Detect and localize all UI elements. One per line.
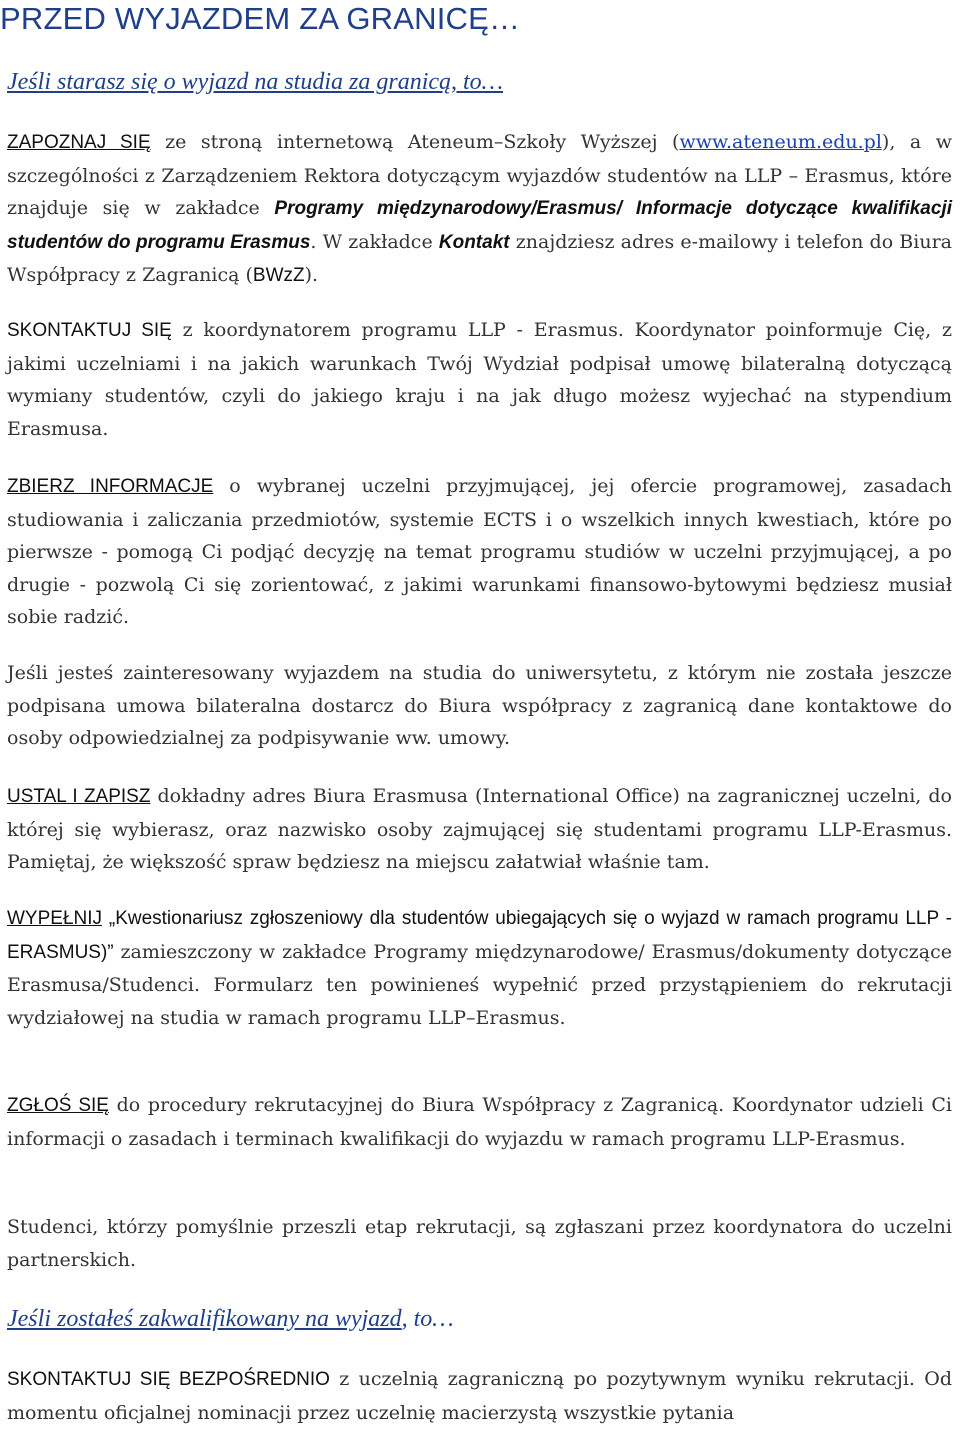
keyword-ustal: USTAL I ZAPISZ bbox=[7, 786, 151, 807]
keyword-bezposrednio: SKONTAKTUJ SIĘ BEZPOŚREDNIO bbox=[7, 1369, 330, 1390]
paragraph-zbierz: ZBIERZ INFORMACJE o wybranej uczelni przyjmującej, jej ofercie programowej, zasadach studiowania i zaliczania przedmiotów, systemie ECTS i o wszelkich innych kwestiach, które po pierwsze - pomogą Ci podjąć decyzję na temat programu studiów w uczelni przyjmującej, a po drugie - pozwolą Ci się zorientować, z jakimi warunkami finansowo-bytowymi będziesz musiał sobie radzić. bbox=[7, 475, 953, 628]
paragraph-zapoznaj: ZAPOZNAJ SIĘ ze stroną internetową Ateneum–Szkoły Wyższej (www.ateneum.edu.pl), a w szczególności z Zarządzeniem Rektora dotyczącym wyjazdów studentów na LLP – Erasmus, które znajduje się w zakładce Programy międzynarodowy/Erasmus/ Informacje dotyczące kwalifikacji studentów do programu Erasmus. W zakładce Kontakt znajdziesz adres e-mailowy i telefon do Biura Współpracy z Zagranicą (BWzZ). bbox=[7, 131, 953, 286]
section-heading-qualified: Jeśli zostałeś zakwalifikowany na wyjazd, to… bbox=[7, 1306, 454, 1332]
paragraph-bezposrednio: SKONTAKTUJ SIĘ BEZPOŚREDNIO z uczelnią zagraniczną po pozytywnym wyniku rekrutacji. Od momentu oficjalnej nominacji przez uczelnię macierzystą wszystkie pytania bbox=[7, 1368, 952, 1424]
section-heading-before-application: Jeśli starasz się o wyjazd na studia za granicą, to… bbox=[7, 69, 504, 95]
paragraph-wypelnij: WYPEŁNIJ „Kwestionariusz zgłoszeniowy dla studentów ubiegających się o wyjazd w ramach programu LLP - ERASMUS)” zamieszczony w zakładce Programy międzynarodowe/ Erasmus/dokumenty dotyczące Erasmusa/Studenci. Formularz ten powinieneś wypełnić przed przystąpieniem do rekrutacji wydziałowej na studia w ramach programu LLP–Erasmus. bbox=[7, 908, 952, 1029]
bwzz-abbreviation: BWzZ bbox=[252, 265, 305, 286]
keyword-zglos: ZGŁOŚ SIĘ bbox=[7, 1095, 109, 1116]
paragraph-studenci: Studenci, którzy pomyślnie przeszli etap rekrutacji, są zgłaszani przez koordynatora do uczelni partnerskich. bbox=[7, 1216, 952, 1271]
paragraph-ustal: USTAL I ZAPISZ dokładny adres Biura Erasmusa (International Office) na zagranicznej uczelni, do której się wybierasz, oraz nazwisko osoby zajmującej się studentami programu LLP-Erasmus. Pamiętaj, że większość spraw będziesz na miejscu załatwiał właśnie tam. bbox=[7, 785, 952, 873]
questionnaire-title: „Kwestionariusz zgłoszeniowy dla studentów ubiegających się o wyjazd w ramach programu LLP - ERASMUS)” bbox=[7, 908, 952, 963]
kontakt-emphasis: Kontakt bbox=[438, 231, 510, 253]
website-link[interactable]: www.ateneum.edu.pl bbox=[679, 131, 882, 153]
keyword-skontaktuj: SKONTAKTUJ SIĘ bbox=[7, 320, 172, 341]
page-title: PRZED WYJAZDEM ZA GRANICĘ… bbox=[0, 1, 521, 36]
paragraph-skontaktuj: SKONTAKTUJ SIĘ z koordynatorem programu LLP - Erasmus. Koordynator poinformuje Cię, z jakimi uczelniami i na jakich warunkach Twój Wydział podpisał umowę bilateralną dotyczącą wymiany studentów, czyli do jakiego kraju i na jak długo możesz wyjechać na stypendium Erasmusa. bbox=[7, 319, 952, 440]
keyword-wypelnij: WYPEŁNIJ bbox=[7, 908, 103, 929]
keyword-zapoznaj: ZAPOZNAJ SIĘ bbox=[7, 132, 151, 153]
keyword-zbierz: ZBIERZ INFORMACJE bbox=[7, 476, 214, 497]
tab-path-emphasis: Programy międzynarodowy/Erasmus/ Informacje dotyczące kwalifikacji studentów do programu Erasmus bbox=[7, 198, 952, 253]
paragraph-zglos: ZGŁOŚ SIĘ do procedury rekrutacyjnej do Biura Współpracy z Zagranicą. Koordynator udzieli Ci informacji o zasadach i terminach kwalifikacji do wyjazdu w ramach programu LLP-Erasmus. bbox=[7, 1094, 952, 1150]
paragraph-zainteresowany: Jeśli jesteś zainteresowany wyjazdem na studia do uniwersytetu, z którym nie została jeszcze podpisana umowa bilateralna dostarcz do Biura współpracy z zagranicą dane kontaktowe do osoby odpowiedzialnej za podpisywanie ww. umowy. bbox=[7, 662, 952, 749]
